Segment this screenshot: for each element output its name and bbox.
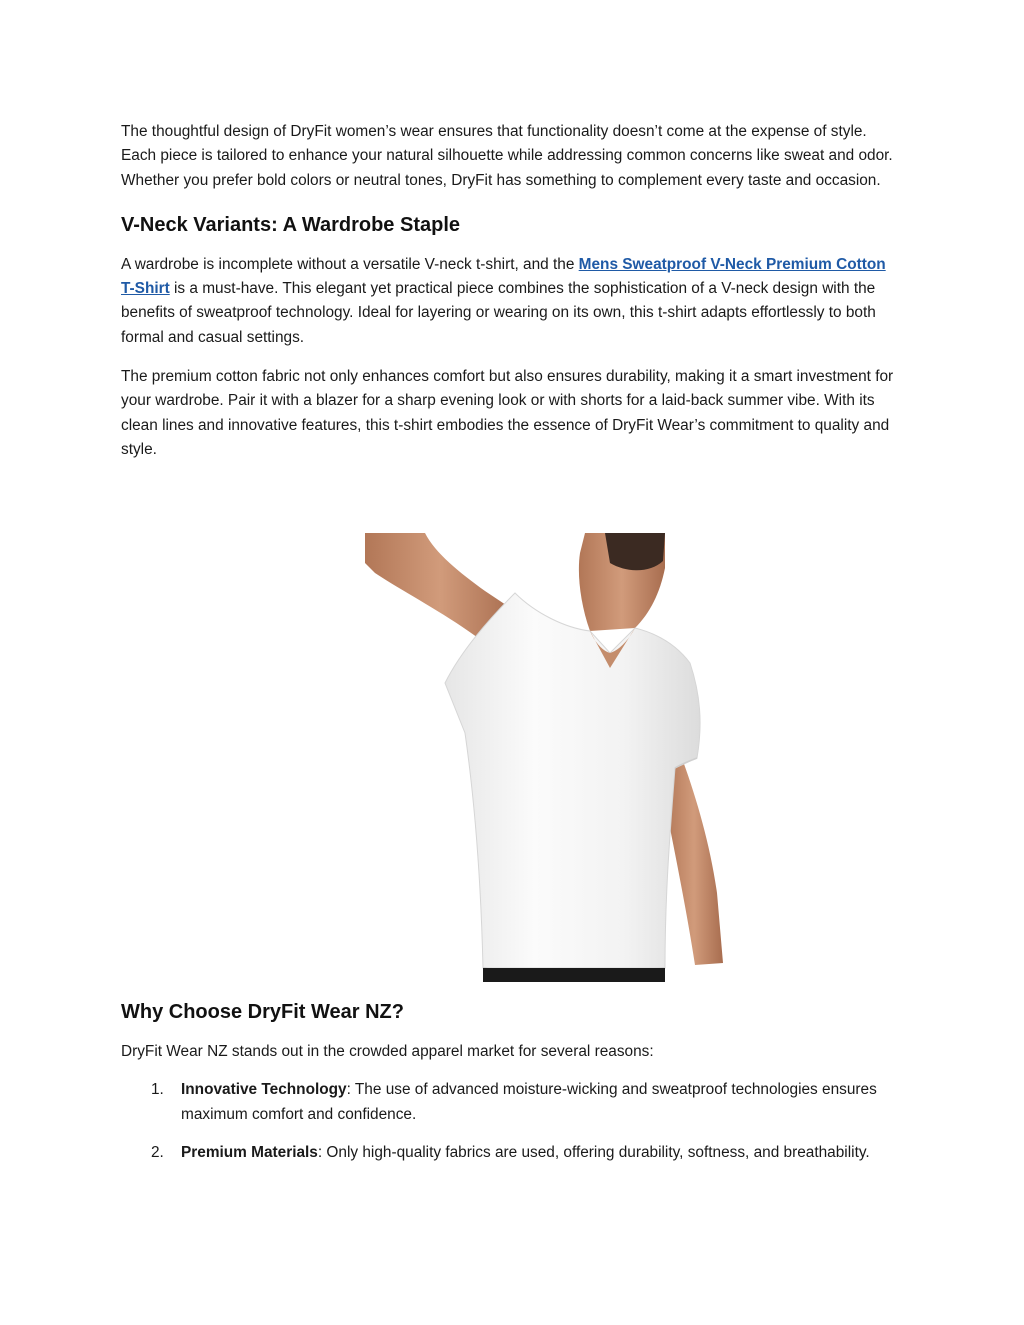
beard [605, 533, 665, 570]
why-choose-section [121, 998, 903, 1179]
vneck-heading: V-Neck Variants: A Wardrobe Staple [121, 213, 460, 236]
vneck-para1-before: A wardrobe is incomplete without a versatile V-neck t-shirt, and the [121, 255, 579, 273]
document-body [121, 120, 903, 462]
list-item-title: Innovative Technology [181, 1081, 347, 1099]
intro-paragraph: The thoughtful design of DryFit women’s wear ensures that functionality doesn’t come at the expense of style. Each piece is tailored to enhance your natural silhouette while addressing common concerns like sweat and odor. Whether you prefer bold colors or neutral tones, DryFit has something to complement every taste and occasion. [121, 123, 893, 189]
product-link-vneck-tshirt[interactable]: Mens Sweatproof V-Neck Premium Cotton T-Shirt [121, 255, 886, 298]
list-item [121, 1078, 903, 1127]
list-number: 1. [151, 1081, 164, 1099]
list-item-text: : Only high-quality fabrics are used, offering durability, softness, and breathability. [317, 1143, 870, 1161]
why-heading: Why Choose DryFit Wear NZ? [121, 1001, 404, 1023]
pants [483, 968, 665, 982]
reasons-list [121, 1078, 903, 1165]
product-photo-vneck-tshirt [365, 533, 735, 982]
vneck-para1-after: is a must-have. This elegant yet practical piece combines the sophistication of a V-neck design with the benefits of sweatproof technology. Ideal for layering or wearing on its own, this t-shirt adapts effortlessly to both formal and casual settings. [121, 280, 876, 346]
list-item-title: Premium Materials [181, 1143, 318, 1161]
why-intro: DryFit Wear NZ stands out in the crowded apparel market for several reasons: [121, 1043, 654, 1060]
list-item-text: : The use of advanced moisture-wicking and sweatproof technologies ensures maximum comfort and confidence. [181, 1081, 877, 1123]
vneck-paragraph-1 [121, 253, 903, 350]
tshirt [445, 593, 700, 968]
list-number: 2. [151, 1143, 164, 1161]
list-item [121, 1141, 903, 1165]
vneck-paragraph-2: The premium cotton fabric not only enhances comfort but also ensures durability, making it a smart investment for your wardrobe. Pair it with a blazer for a sharp evening look or with shorts for a laid-back summer vibe. With its clean lines and innovative features, this t-shirt embodies the essence of DryFit Wear’s commitment to quality and style. [121, 368, 894, 458]
